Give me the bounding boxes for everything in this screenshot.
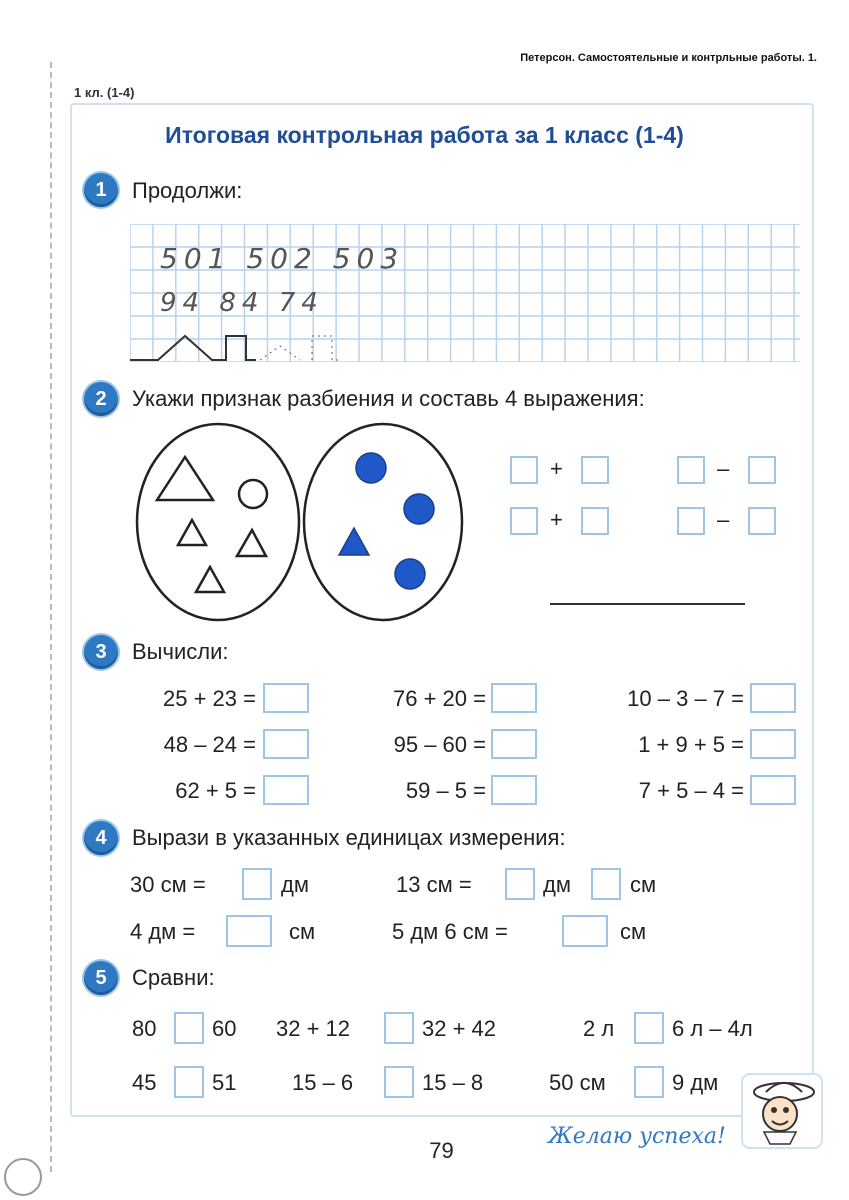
blue-circle-icon [404, 494, 434, 524]
answer-line[interactable] [550, 603, 745, 605]
small-triangle-icon [196, 567, 224, 592]
expr-1-box-b[interactable] [581, 456, 609, 484]
compare-box[interactable] [174, 1012, 204, 1044]
good-luck-text: Желаю успеха! [548, 1124, 726, 1149]
expr-1-plus: + [550, 456, 563, 481]
compare-left: 45 [132, 1070, 157, 1095]
units-expr-1: 30 см = [130, 872, 206, 897]
seq-2-value-2: 84 [219, 288, 265, 318]
corner-circle-icon [4, 1158, 42, 1196]
compare-left: 80 [132, 1016, 157, 1041]
blue-circle-icon [356, 453, 386, 483]
calc-expression: 1 + 9 + 5 = [638, 732, 744, 757]
task-number-3: 3 [84, 635, 118, 669]
task-5-instruction: Сравни: [132, 965, 215, 990]
expr-2-box-b[interactable] [748, 456, 776, 484]
task-number-1: 1 [84, 173, 118, 207]
compare-box[interactable] [384, 1012, 414, 1044]
expr-3-plus: + [550, 507, 563, 532]
compare-right: 9 дм [672, 1070, 719, 1095]
small-triangle-icon [237, 530, 266, 556]
seq-2-value-3: 74 [278, 288, 324, 318]
sequence-row-1 [160, 242, 404, 275]
seq-1-value-3: 503 [332, 242, 405, 275]
compare-left: 15 – 6 [292, 1070, 354, 1095]
expr-4-box-b[interactable] [748, 507, 776, 535]
sets-diagram [135, 420, 470, 625]
task-number-2: 2 [84, 382, 118, 416]
expr-4-box-a[interactable] [677, 507, 705, 535]
grade-label: 1 кл. (1-4) [74, 85, 135, 100]
hollow-circle-icon [239, 480, 267, 508]
pattern-dotted-continuation [260, 346, 300, 360]
task-3-instruction: Вычисли: [132, 639, 229, 664]
calc-answer-box[interactable] [750, 775, 796, 805]
compare-box[interactable] [634, 1012, 664, 1044]
margin-line [50, 62, 52, 1172]
calc-answer-box[interactable] [750, 683, 796, 713]
calc-answer-box[interactable] [263, 683, 309, 713]
calc-expression: 10 – 3 – 7 = [627, 686, 744, 711]
seq-1-value-2: 502 [246, 242, 318, 275]
calc-expression: 76 + 20 = [393, 686, 486, 711]
task-2-instruction: Укажи признак разбиения и составь 4 выражения: [132, 386, 645, 411]
units-answer-box[interactable] [505, 868, 535, 900]
compare-right: 6 л – 4л [672, 1016, 753, 1041]
page-title: Итоговая контрольная работа за 1 класс (1-4) [165, 122, 684, 148]
source-header: Петерсон. Самостоятельные и контрльные работы. 1. [520, 52, 817, 64]
expr-2-box-a[interactable] [677, 456, 705, 484]
calc-expression: 59 – 5 = [405, 778, 486, 803]
left-set-oval [137, 424, 299, 620]
units-expr-2: 13 см = [396, 872, 472, 897]
units-answer-box[interactable] [591, 868, 621, 900]
calc-answer-box[interactable] [491, 775, 537, 805]
calc-expression: 25 + 23 = [163, 686, 256, 711]
calc-answer-box[interactable] [491, 729, 537, 759]
units-dm-label: дм [281, 872, 309, 897]
units-cm-label: см [630, 872, 657, 897]
blue-triangle-icon [339, 528, 369, 555]
small-triangle-icon [178, 520, 206, 545]
calc-answer-box[interactable] [263, 775, 309, 805]
sequence-row-2 [160, 288, 324, 318]
units-answer-box[interactable] [226, 915, 272, 947]
compare-box[interactable] [174, 1066, 204, 1098]
compare-right: 51 [212, 1070, 237, 1095]
right-set-oval [304, 424, 462, 620]
expr-3-box-b[interactable] [581, 507, 609, 535]
task-4-instruction: Вырази в указанных единицах измерения: [132, 825, 566, 850]
compare-left: 32 + 12 [276, 1016, 351, 1041]
task-number-5: 5 [84, 961, 118, 995]
expr-2-minus: – [717, 456, 730, 481]
compare-box[interactable] [384, 1066, 414, 1098]
compare-box[interactable] [634, 1066, 664, 1098]
blue-circle-icon [395, 559, 425, 589]
calc-expression: 7 + 5 – 4 = [638, 778, 744, 803]
calc-answer-box[interactable] [491, 683, 537, 713]
compare-right: 32 + 42 [422, 1016, 497, 1041]
compare-left: 2 л [583, 1016, 615, 1041]
calc-expression: 62 + 5 = [175, 778, 256, 803]
units-cm-label: см [620, 919, 647, 944]
compare-left: 50 см [549, 1070, 606, 1095]
calc-expression: 95 – 60 = [393, 732, 486, 757]
units-answer-box[interactable] [242, 868, 272, 900]
units-answer-box[interactable] [562, 915, 608, 947]
units-expr-4: 5 дм 6 см = [392, 919, 508, 944]
calc-answer-box[interactable] [750, 729, 796, 759]
expr-3-box-a[interactable] [510, 507, 538, 535]
large-triangle-icon [157, 457, 213, 500]
compare-right: 15 – 8 [422, 1070, 484, 1095]
expr-4-minus: – [717, 507, 730, 532]
units-dm-label: дм [543, 872, 571, 897]
compare-right: 60 [212, 1016, 237, 1041]
seq-1-value-1: 501 [160, 242, 232, 275]
units-cm-label: см [289, 919, 316, 944]
task-number-4: 4 [84, 821, 118, 855]
seq-2-value-1: 94 [160, 288, 206, 318]
units-expr-3: 4 дм = [130, 919, 196, 944]
calc-expression: 48 – 24 = [163, 732, 256, 757]
task-1-instruction: Продолжи: [132, 178, 243, 203]
calc-answer-box[interactable] [263, 729, 309, 759]
page-number: 79 [429, 1138, 454, 1163]
expr-1-box-a[interactable] [510, 456, 538, 484]
